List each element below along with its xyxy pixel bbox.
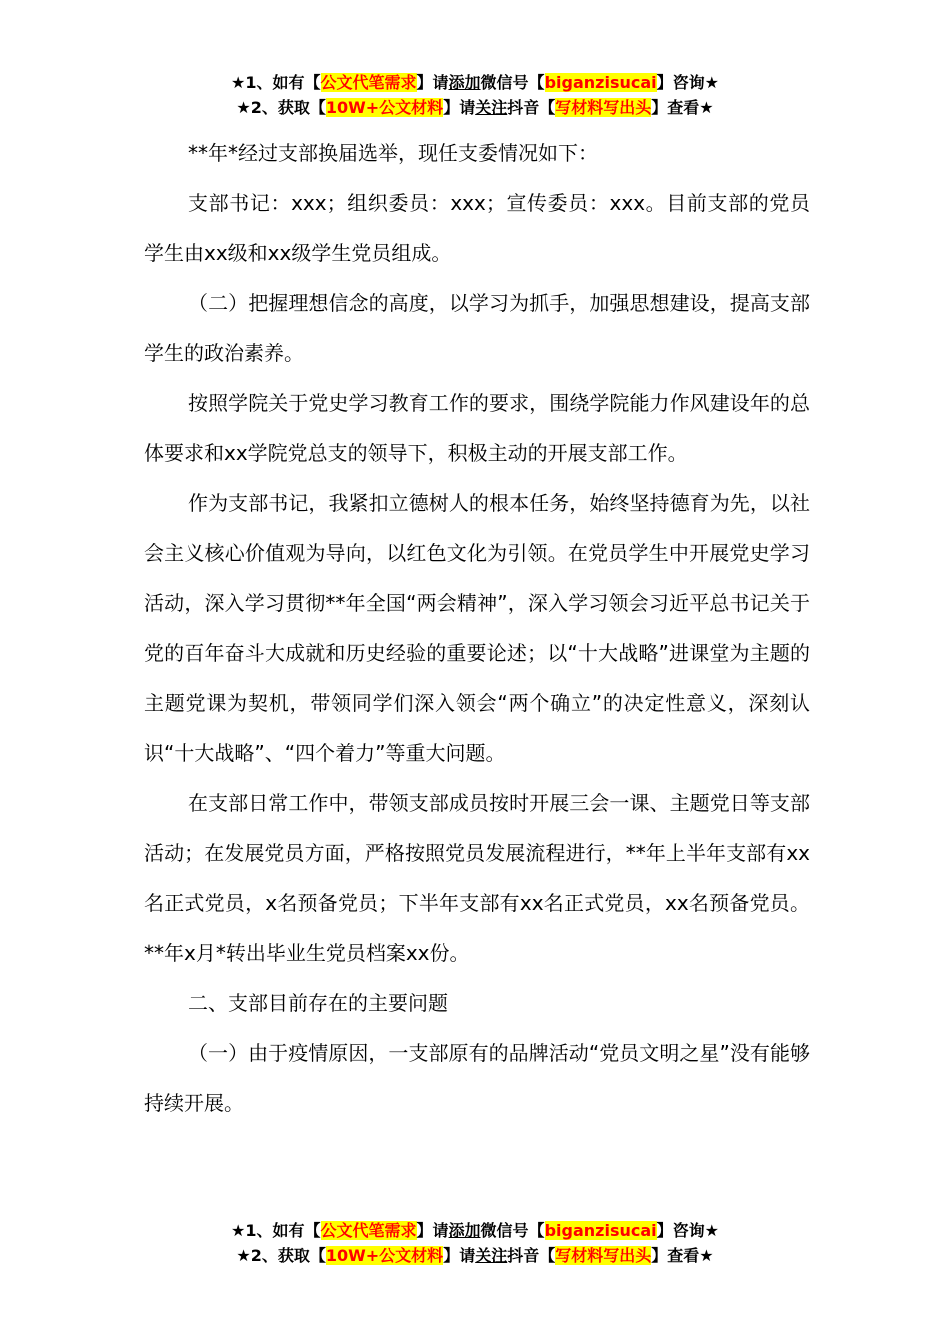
paragraph: **年*经过支部换届选举，现任支委情况如下： <box>188 141 598 165</box>
banner-text: 】请 <box>416 1221 449 1240</box>
banner-text: 微信号【 <box>480 73 545 92</box>
document-body <box>144 128 810 1128</box>
banner-highlight: 10W+公文材料 <box>325 98 444 117</box>
banner-highlight: biganzisucai <box>544 73 657 92</box>
paragraph: 作为支部书记，我紧扣立德树人的根本任务，始终坚持德育为先，以社会主义核心价值观为导向，以红色文化为引领。在党员学生中开展党史学习活动，深入学习贯彻**年全国“两会精神”，深入学习领会习近平总书记关于党的百年奋斗大成就和历史经验的重要论述；以“十大战略”进课堂为主题的主题党课为契机，带领同学们深入领会“两个确立”的决定性意义，深刻认识“十大战略”、“四个着力”等重大问题。 <box>144 491 810 765</box>
banner-line-1 <box>0 1218 950 1243</box>
banner-text: 抖音【 <box>507 98 556 117</box>
banner-line-2 <box>0 95 950 120</box>
banner-highlight: biganzisucai <box>544 1221 657 1240</box>
banner-line-2 <box>0 1243 950 1268</box>
banner-text: 】咨询★ <box>656 1221 719 1240</box>
banner-highlight: 公文代笔需求 <box>320 73 417 92</box>
banner-underline: 添加 <box>448 73 481 92</box>
section-heading: 二、支部目前存在的主要问题 <box>188 991 448 1015</box>
paragraph: 支部书记：xxx；组织委员：xxx；宣传委员：xxx。目前支部的党员学生由xx级和xx级学生党员组成。 <box>144 191 810 265</box>
banner-highlight: 公文代笔需求 <box>320 1221 417 1240</box>
banner-text: 】请 <box>443 1246 476 1265</box>
footer-banner <box>0 1218 950 1268</box>
header-banner <box>0 70 950 120</box>
banner-underline: 添加 <box>448 1221 481 1240</box>
banner-text: 】查看★ <box>651 98 714 117</box>
banner-text: 】请 <box>416 73 449 92</box>
banner-text: 】咨询★ <box>656 73 719 92</box>
banner-underline: 关注 <box>475 98 508 117</box>
banner-text: ★2、获取【 <box>236 1246 326 1265</box>
banner-text: 微信号【 <box>480 1221 545 1240</box>
paragraph: （二）把握理想信念的高度，以学习为抓手，加强思想建设，提高支部学生的政治素养。 <box>144 291 810 365</box>
banner-text: ★2、获取【 <box>236 98 326 117</box>
banner-highlight: 写材料写出头 <box>555 1246 652 1265</box>
banner-text: 】查看★ <box>651 1246 714 1265</box>
banner-text: 】请 <box>443 98 476 117</box>
paragraph: 在支部日常工作中，带领支部成员按时开展三会一课、主题党日等支部活动；在发展党员方面，严格按照党员发展流程进行，**年上半年支部有xx名正式党员，x名预备党员；下半年支部有xx名正式党员，xx名预备党员。**年x月*转出毕业生党员档案xx份。 <box>144 791 810 965</box>
banner-highlight: 写材料写出头 <box>555 98 652 117</box>
banner-text: ★1、如有【 <box>231 1221 321 1240</box>
banner-text: ★1、如有【 <box>231 73 321 92</box>
banner-text: 抖音【 <box>507 1246 556 1265</box>
paragraph: 按照学院关于党史学习教育工作的要求，围绕学院能力作风建设年的总体要求和xx学院党总支的领导下，积极主动的开展支部工作。 <box>144 391 810 465</box>
banner-line-1 <box>0 70 950 95</box>
banner-highlight: 10W+公文材料 <box>325 1246 444 1265</box>
paragraph: （一）由于疫情原因，一支部原有的品牌活动“党员文明之星”没有能够持续开展。 <box>144 1041 810 1115</box>
banner-underline: 关注 <box>475 1246 508 1265</box>
